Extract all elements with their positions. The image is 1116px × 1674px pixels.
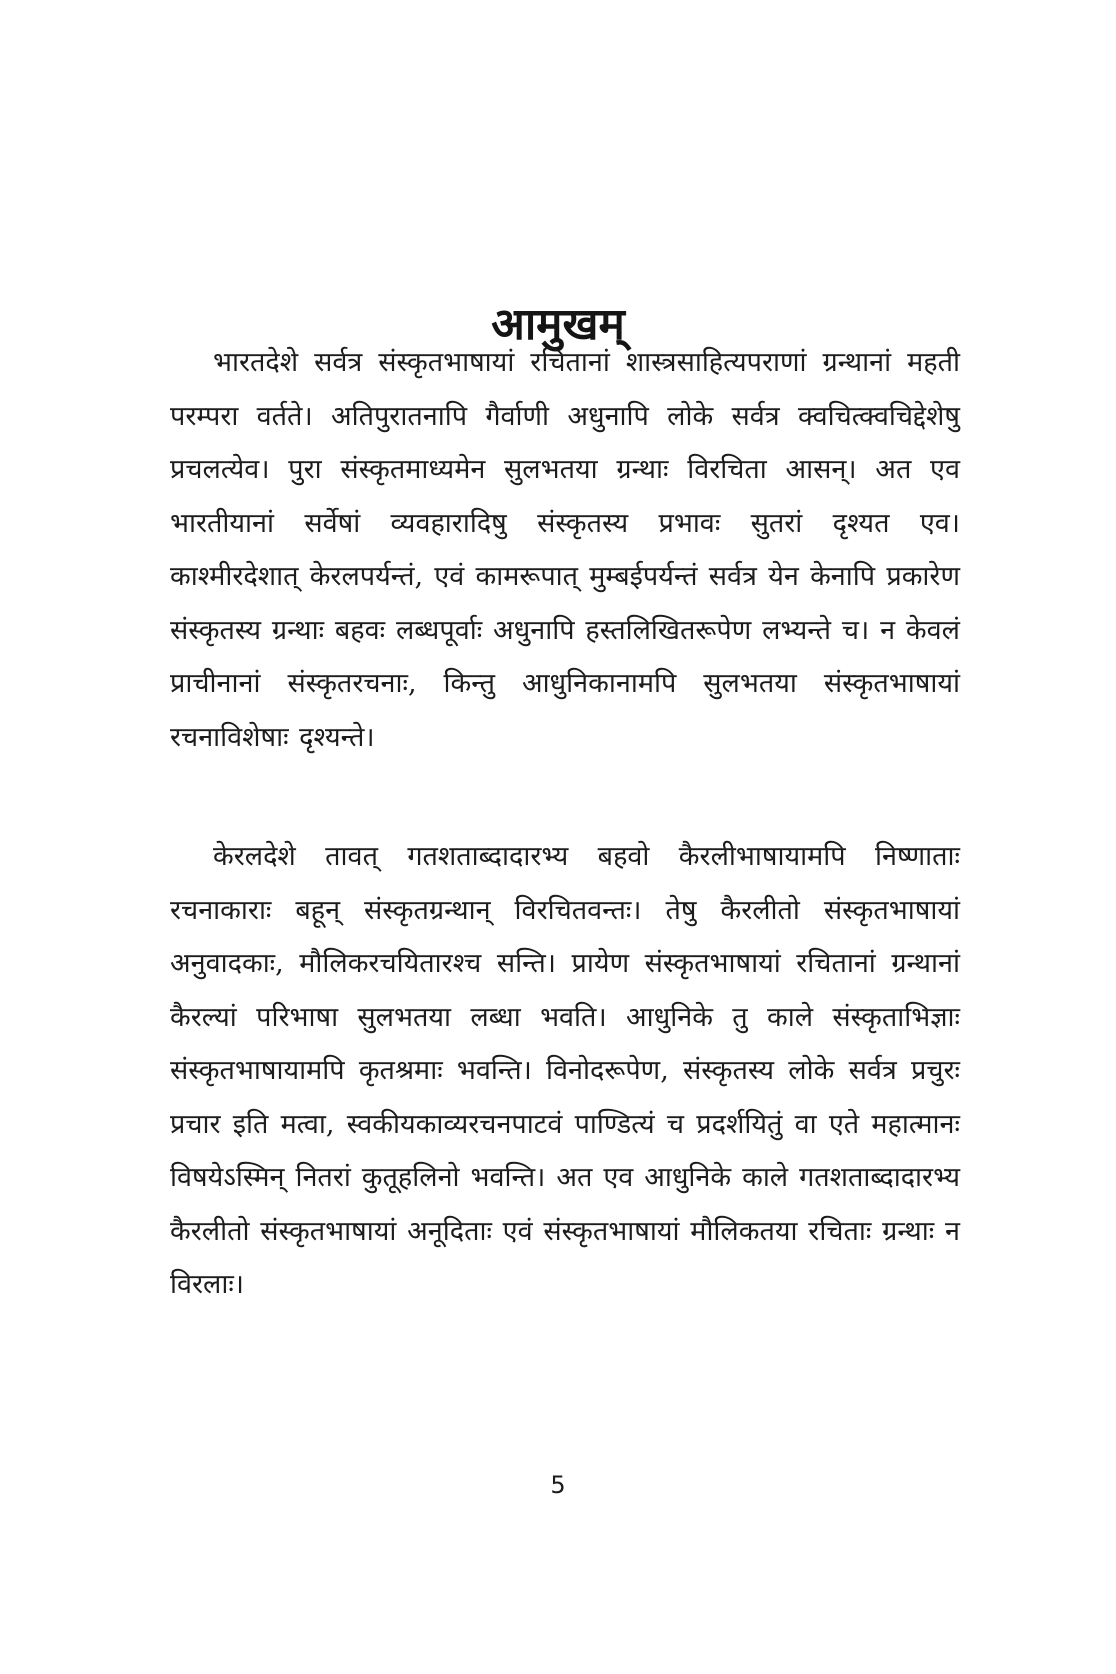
page-title: आमुखम्	[491, 299, 625, 351]
paragraph-2: केरलदेशे तावत् गतशताब्दादारभ्य बहवो कैरलीभाषायामपि निष्णाताः रचनाकाराः बहून् संस्कृतग्रन्थान् विरचितवन्तः। तेषु कैरलीतो संस्कृतभाषायां अनुवादकाः, मौलिकरचयितारश्च सन्ति। प्रायेण संस्कृतभाषायां रचितानां ग्रन्थानां कैरल्यां परिभाषा सुलभतया लब्धा भवति। आधुनिके तु काले संस्कृताभिज्ञाः संस्कृतभाषायामपि कृतश्रमाः भवन्ति। विनोदरूपेण, संस्कृतस्य लोके सर्वत्र प्रचुरः प्रचार इति मत्वा, स्वकीयकाव्यरचनपाटवं पाण्डित्यं च प्रदर्शयितुं वा एते महात्मानः विषयेऽस्मिन् नितरां कुतूहलिनो भवन्ति। अत एव आधुनिके काले गतशताब्दादारभ्य कैरलीतो संस्कृतभाषायां अनूदिताः एवं संस्कृतभाषायां मौलिकतया रचिताः ग्रन्थाः न विरलाः।	[170, 841, 960, 1300]
page-number: 5	[550, 1471, 566, 1499]
paragraph-1: भारतदेशे सर्वत्र संस्कृतभाषायां रचितानां शास्त्रसाहित्यपराणां ग्रन्थानां महती परम्परा वर्तते। अतिपुरातनापि गैर्वाणी अधुनापि लोके सर्वत्र क्वचित्क्वचिद्देशेषु प्रचलत्येव। पुरा संस्कृतमाध्यमेन सुलभतया ग्रन्थाः विरचिता आसन्। अत एव भारतीयानां सर्वेषां व्यवहारादिषु संस्कृतस्य प्रभावः सुतरां दृश्यत एव। काश्मीरदेशात् केरलपर्यन्तं, एवं कामरूपात् मुम्बईपर्यन्तं सर्वत्र येन केनापि प्रकारेण संस्कृतस्य ग्रन्थाः बहवः लब्धपूर्वाः अधुनापि हस्तलिखितरूपेण लभ्यन्ते च। न केवलं प्राचीनानां संस्कृतरचनाः, किन्तु आधुनिकानामपि सुलभतया संस्कृतभाषायां रचनाविशेषाः दृश्यन्ते।	[170, 347, 960, 753]
